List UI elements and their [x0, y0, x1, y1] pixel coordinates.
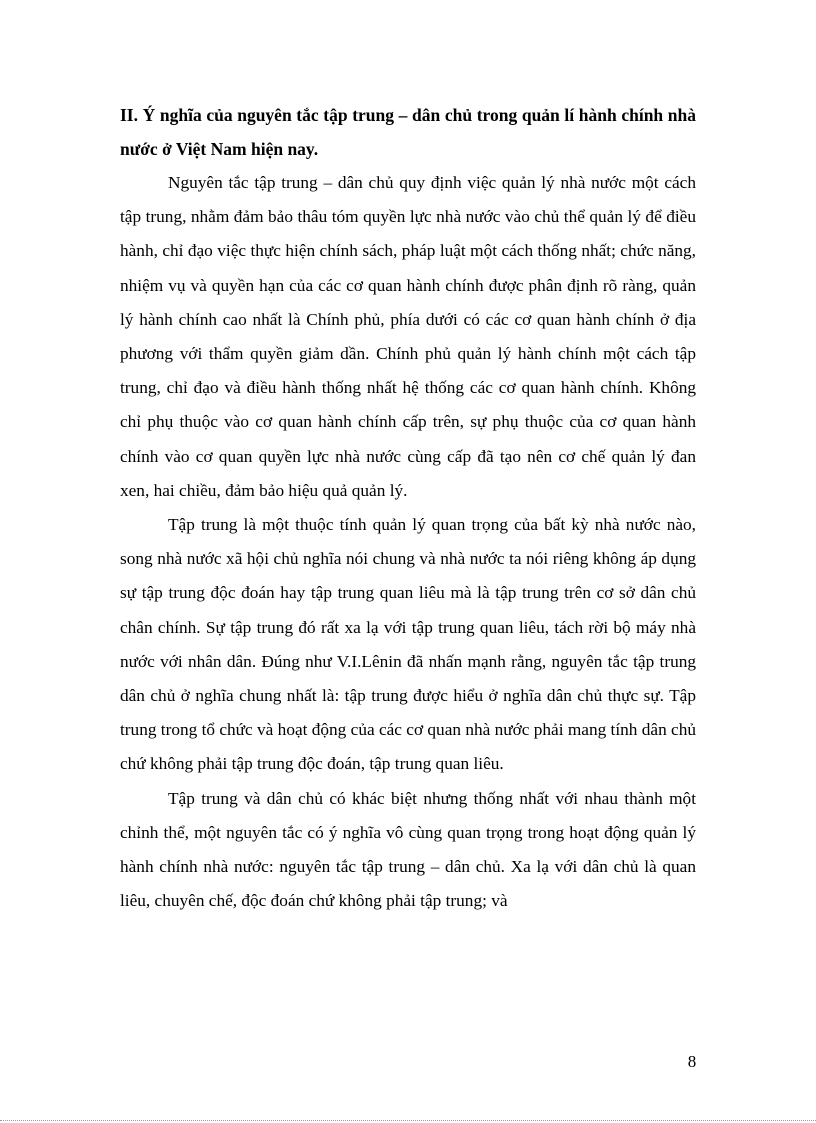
paragraph-1: Nguyên tắc tập trung – dân chủ quy định việc quản lý nhà nước một cách tập trung, nhằm đảm bảo thâu tóm quyền lực nhà nước vào chủ thể quản lý để điều hành, chỉ đạo việc thực hiện chính sách, pháp luật một cách thống nhất; chức năng, nhiệm vụ và quyền hạn của các cơ quan hành chính được phân định rõ ràng, quản lý hành chính cao nhất là Chính phủ, phía dưới có các cơ quan hành chính ở địa phương với thẩm quyền giảm dần. Chính phủ quản lý hành chính một cách tập trung, chỉ đạo và điều hành thống nhất hệ thống các cơ quan hành chính. Không chỉ phụ thuộc vào cơ quan hành chính cấp trên, sự phụ thuộc của cơ quan hành chính vào cơ quan quyền lực nhà nước cùng cấp đã tạo nên cơ chế quản lý đan xen, hai chiều, đảm bảo hiệu quả quản lý. [120, 173, 696, 500]
document-body [120, 98, 696, 918]
paragraph-2: Tập trung là một thuộc tính quản lý quan trọng của bất kỳ nhà nước nào, song nhà nước xã hội chủ nghĩa nói chung và nhà nước ta nói riêng không áp dụng sự tập trung độc đoán hay tập trung quan liêu mà là tập trung trên cơ sở dân chủ chân chính. Sự tập trung đó rất xa lạ với tập trung quan liêu, tách rời bộ máy nhà nước với nhân dân. Đúng như V.I.Lênin đã nhấn mạnh rằng, nguyên tắc tập trung dân chủ ở nghĩa chung nhất là: tập trung được hiểu ở nghĩa dân chủ thực sự. Tập trung trong tổ chức và hoạt động của các cơ quan nhà nước phải mang tính dân chủ chứ không phải tập trung độc đoán, tập trung quan liêu. [120, 515, 696, 774]
page-number: 8 [687, 1052, 697, 1071]
page-bottom-divider [0, 1120, 816, 1121]
paragraph-3: Tập trung và dân chủ có khác biệt nhưng thống nhất với nhau thành một chỉnh thể, một nguyên tắc có ý nghĩa vô cùng quan trọng trong hoạt động quản lý hành chính nhà nước: nguyên tắc tập trung – dân chủ. Xa lạ với dân chủ là quan liêu, chuyên chế, độc đoán chứ không phải tập trung; và [120, 788, 696, 911]
section-heading: II. Ý nghĩa của nguyên tắc tập trung – dân chủ trong quản lí hành chính nhà nước ở Việt Nam hiện nay. [120, 105, 696, 159]
